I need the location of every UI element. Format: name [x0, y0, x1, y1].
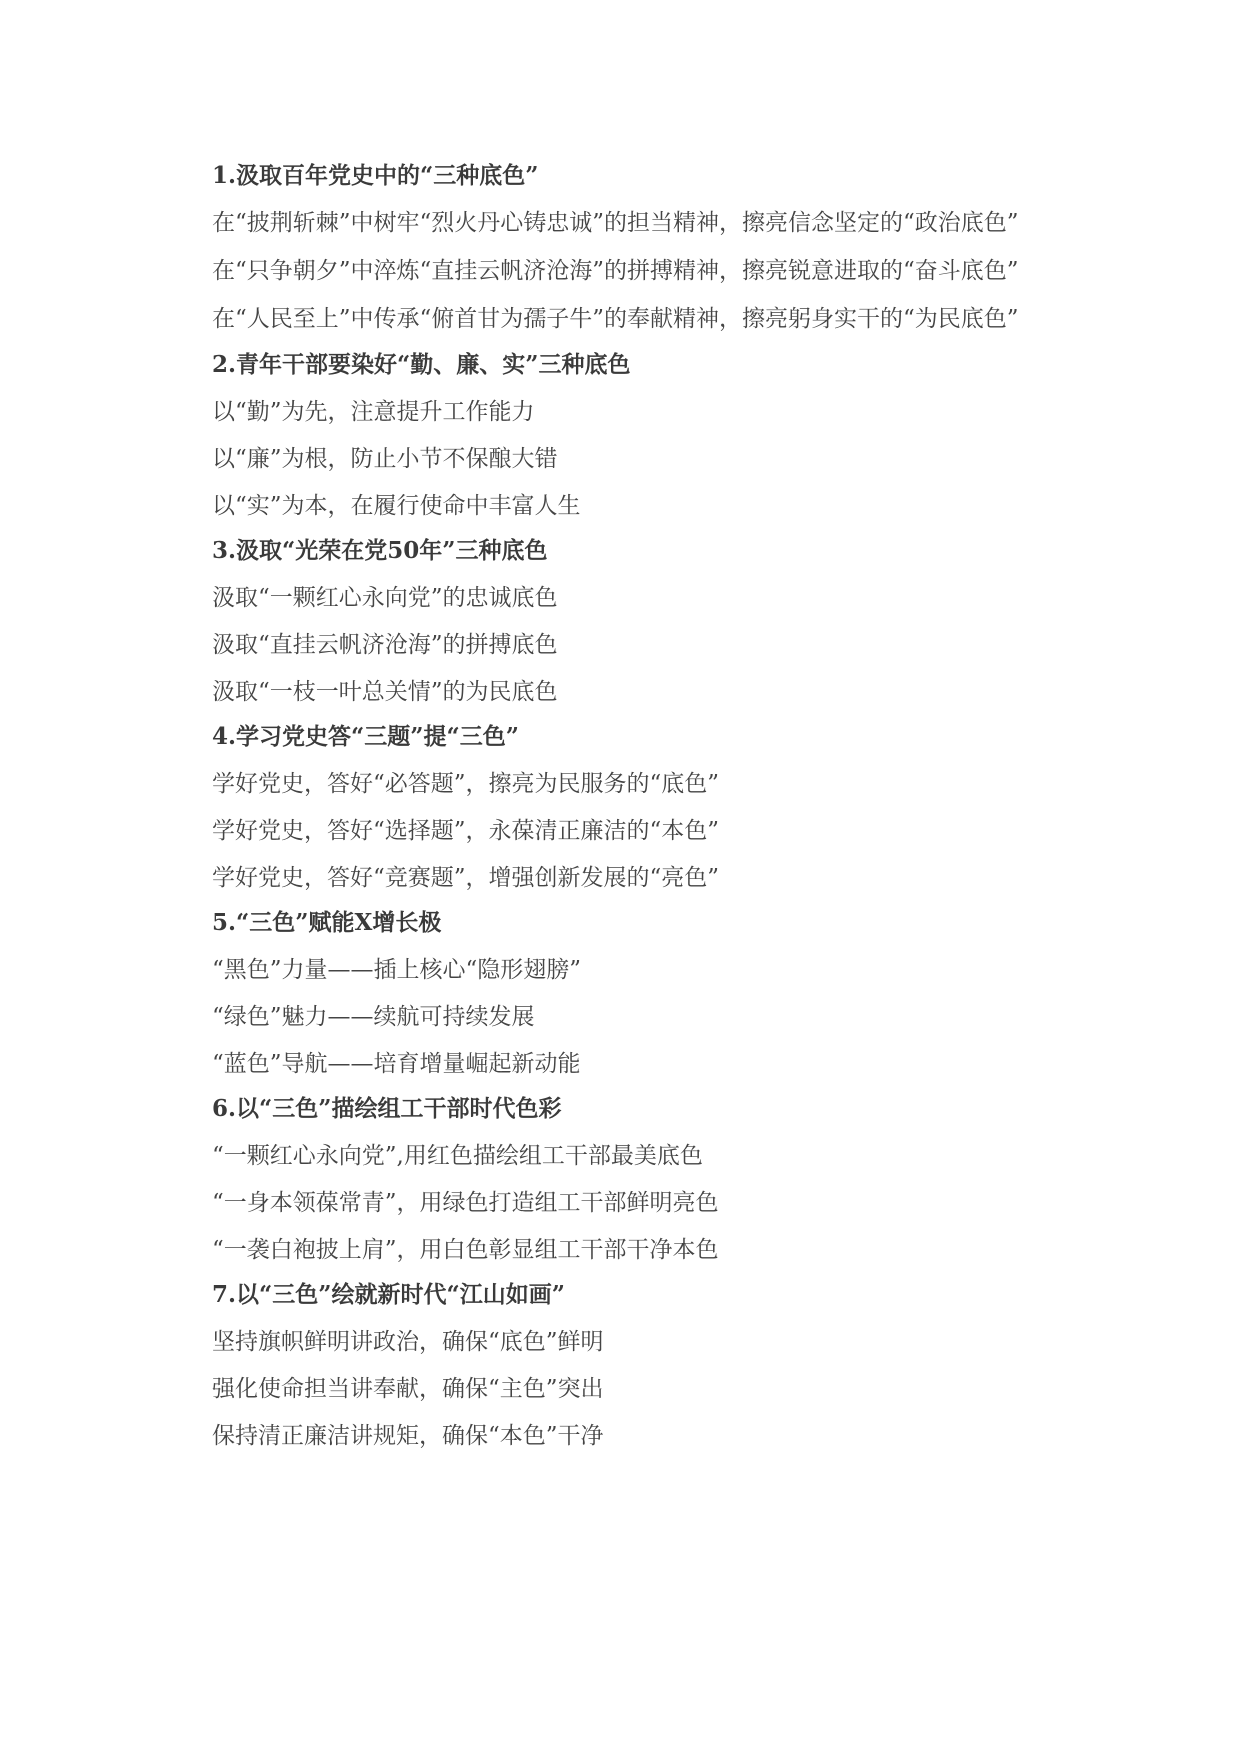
section-heading: 4.学习党史答“三题”提“三色”	[212, 723, 519, 750]
section-heading: 5.“三色”赋能X增长极	[212, 909, 442, 936]
list-item: “黑色”力量——插上核心“隐形翅膀”	[212, 957, 582, 983]
list-item: 以“勤”为先，注意提升工作能力	[212, 399, 535, 425]
list-item: “一身本领葆常青”，用绿色打造组工干部鲜明亮色	[212, 1190, 719, 1216]
list-item: 学好党史，答好“竞赛题”，增强创新发展的“亮色”	[212, 865, 720, 891]
list-item: 以“实”为本，在履行使命中丰富人生	[212, 493, 581, 519]
paragraph: 在“人民至上”中传承“俯首甘为孺子牛”的奉献精神，擦亮躬身实干的“为民底色”	[212, 306, 1019, 332]
section-1	[160, 160, 1095, 336]
list-item: “一颗红心永向党”,用红色描绘组工干部最美底色	[212, 1143, 703, 1169]
section-6	[160, 1093, 1095, 1266]
section-heading: 3.汲取“光荣在党50年”三种底色	[212, 537, 548, 564]
list-item: 学好党史，答好“必答题”，擦亮为民服务的“底色”	[212, 771, 720, 797]
list-item: 学好党史，答好“选择题”，永葆清正廉洁的“本色”	[212, 818, 720, 844]
list-item: “绿色”魅力——续航可持续发展	[212, 1004, 535, 1030]
list-item: “蓝色”导航——培育增量崛起新动能	[212, 1051, 581, 1077]
section-4	[160, 721, 1095, 894]
section-5	[160, 907, 1095, 1080]
document-body	[160, 160, 1095, 1452]
list-item: 保持清正廉洁讲规矩，确保“本色”干净	[212, 1423, 604, 1449]
list-item: 强化使命担当讲奉献，确保“主色”突出	[212, 1376, 604, 1402]
paragraph: 在“只争朝夕”中淬炼“直挂云帆济沧海”的拼搏精神，擦亮锐意进取的“奋斗底色”	[212, 258, 1019, 284]
section-3	[160, 535, 1095, 708]
section-2	[160, 349, 1095, 522]
list-item: 汲取“直挂云帆济沧海”的拼搏底色	[212, 632, 558, 658]
section-heading: 7.以“三色”绘就新时代“江山如画”	[212, 1281, 565, 1308]
list-item: “一袭白袍披上肩”，用白色彰显组工干部干净本色	[212, 1237, 719, 1263]
list-item: 汲取“一颗红心永向党”的忠诚底色	[212, 585, 558, 611]
list-item: 汲取“一枝一叶总关情”的为民底色	[212, 679, 558, 705]
list-item: 以“廉”为根，防止小节不保酿大错	[212, 446, 558, 472]
section-heading: 2.青年干部要染好“勤、廉、实”三种底色	[212, 351, 631, 378]
section-7	[160, 1279, 1095, 1452]
section-heading: 1.汲取百年党史中的“三种底色”	[212, 162, 539, 189]
section-heading: 6.以“三色”描绘组工干部时代色彩	[212, 1095, 562, 1122]
list-item: 坚持旗帜鲜明讲政治，确保“底色”鲜明	[212, 1329, 604, 1355]
paragraph: 在“披荆斩棘”中树牢“烈火丹心铸忠诚”的担当精神，擦亮信念坚定的“政治底色”	[212, 210, 1019, 236]
